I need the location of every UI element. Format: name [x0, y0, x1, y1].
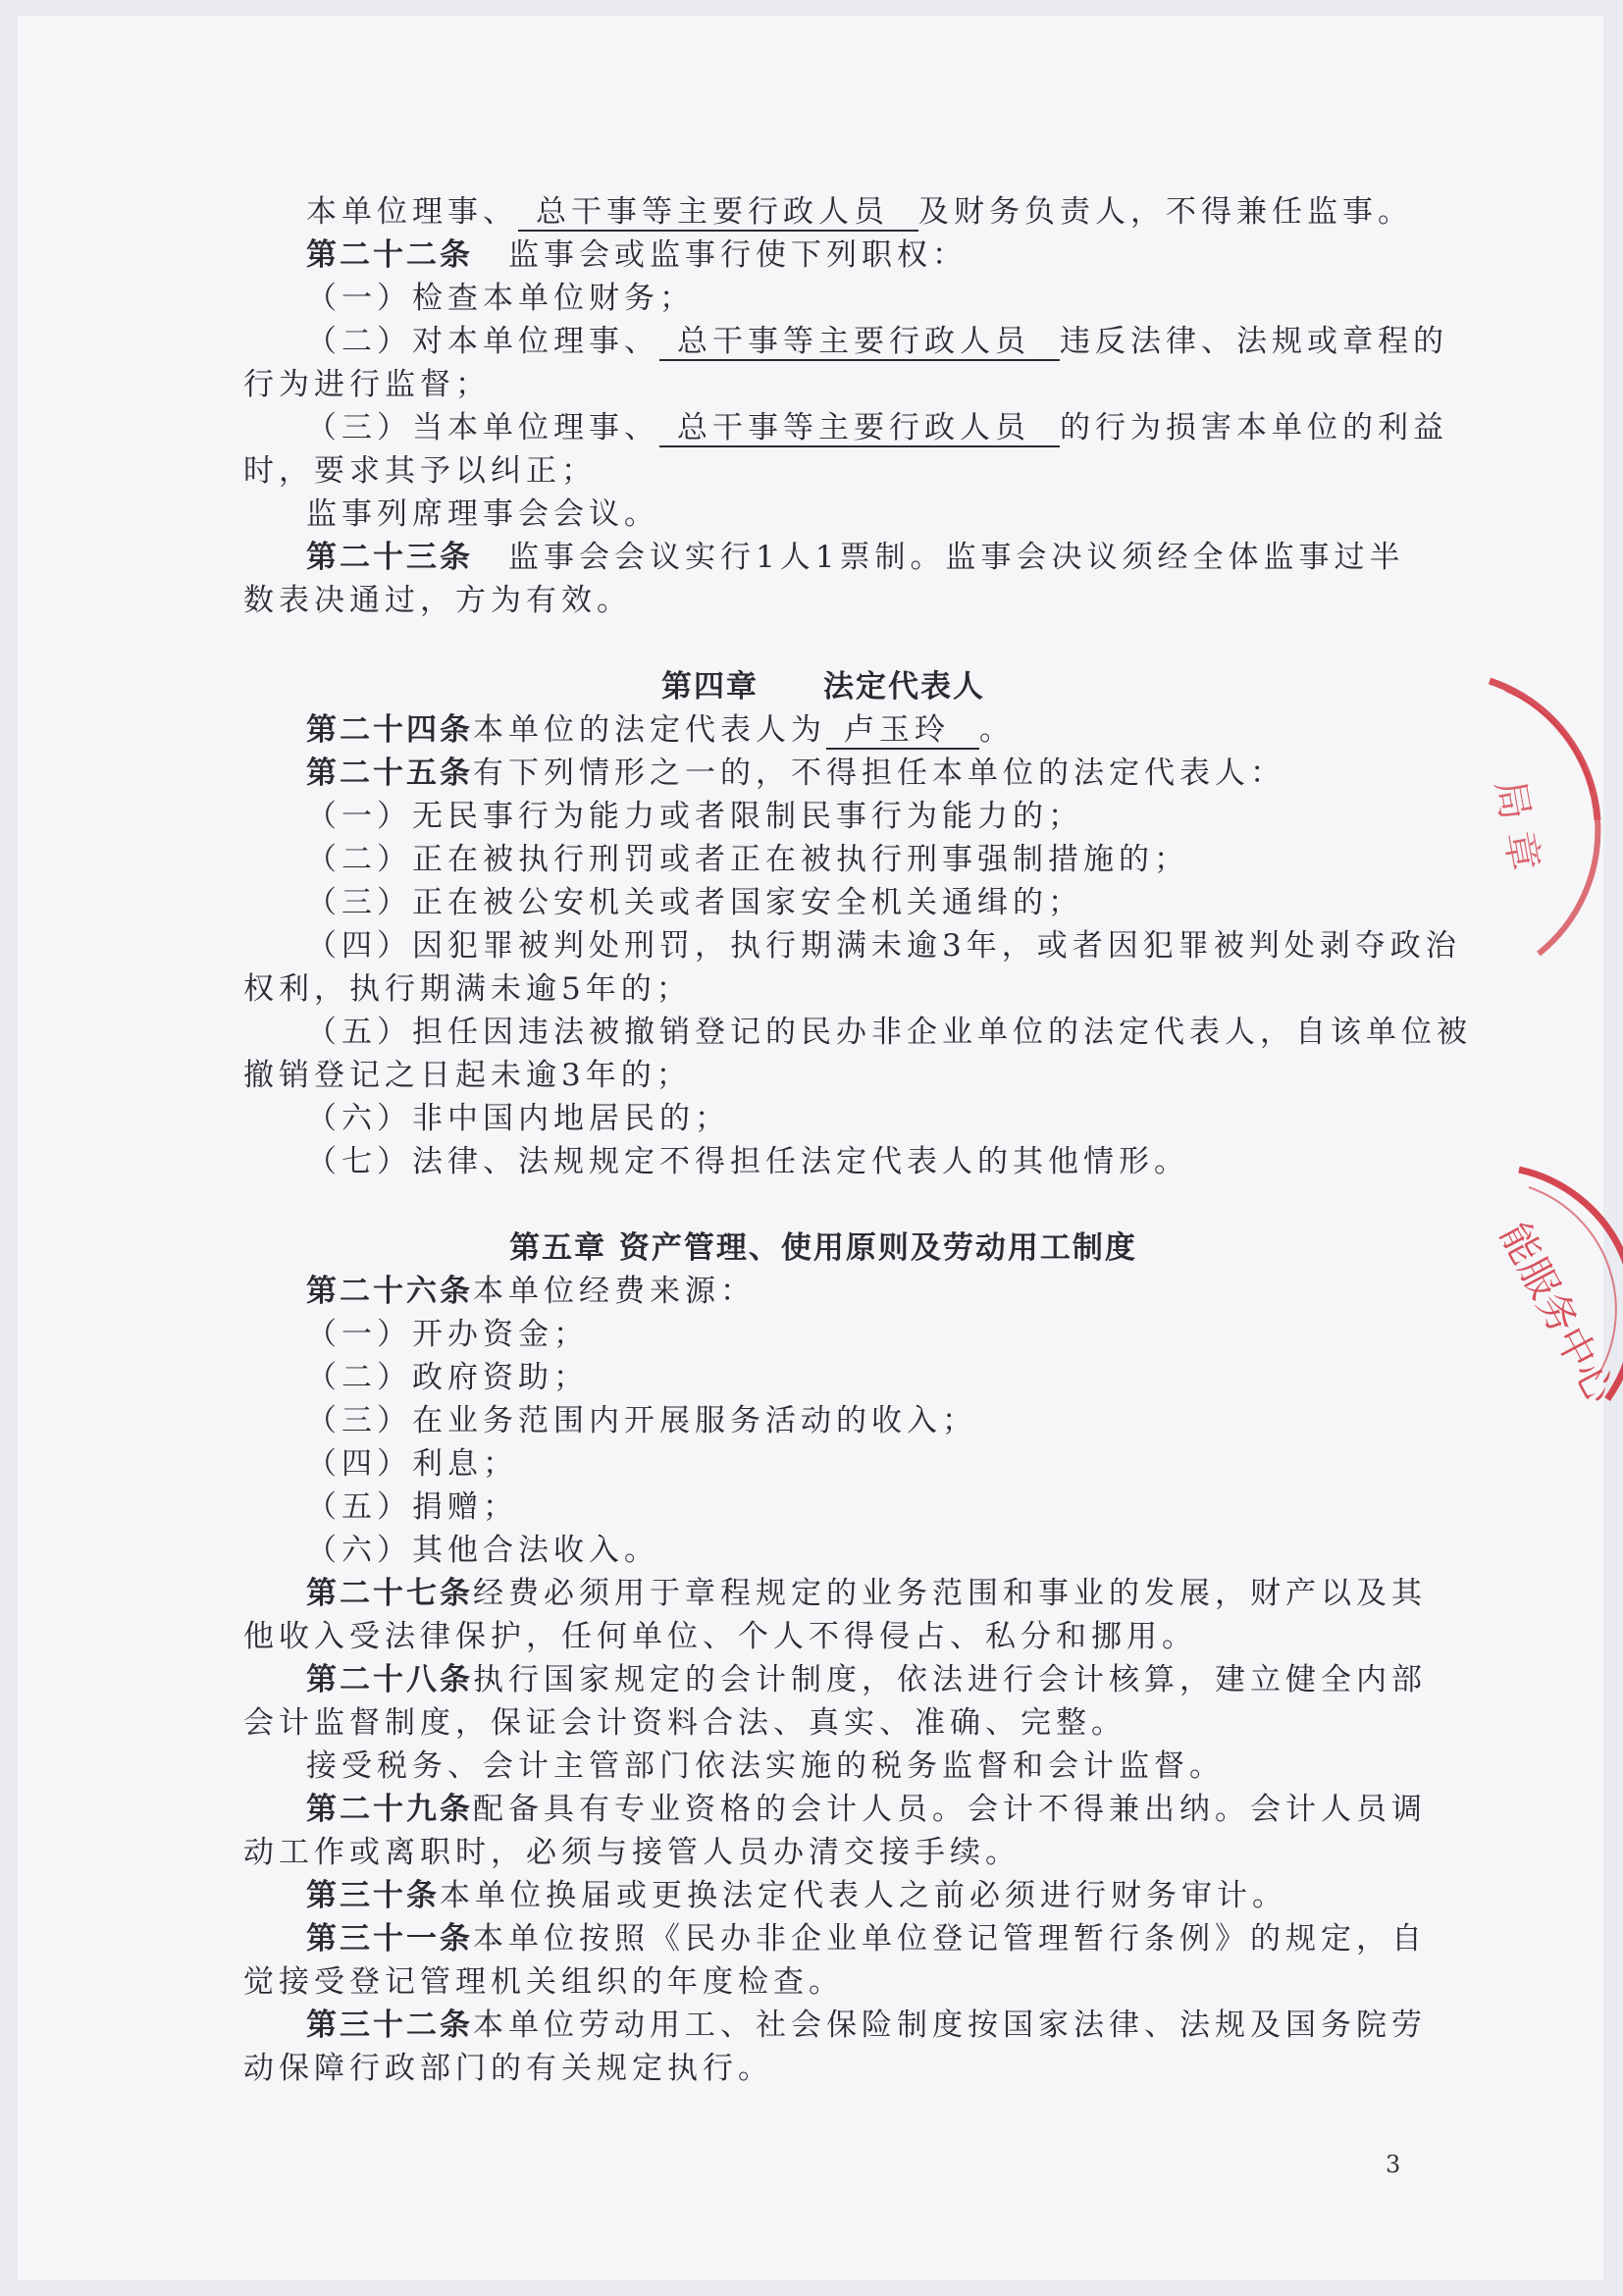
document-page [18, 16, 1623, 2280]
article-line [243, 1788, 1427, 1831]
article-number: 第三十一条 [306, 1921, 473, 1957]
paragraph-line [243, 1529, 1403, 1572]
body-text: 经费必须用于章程规定的业务范围和事业的发展，财产以及其 [473, 1576, 1427, 1611]
body-text: 监事会或监事行使下列职权： [508, 237, 968, 273]
body-text: 本单位按照《民办非企业单位登记管理暂行条例》的规定，自 [473, 1921, 1427, 1957]
body-text: （三）在业务范围内开展服务活动的收入； [306, 1403, 977, 1438]
article-line [243, 234, 1403, 277]
article-number: 第三十二条 [306, 2008, 473, 2043]
paragraph-line [243, 406, 1448, 449]
paragraph-continuation [243, 1831, 1403, 1874]
body-text: 权利，执行期满未逾5年的； [243, 971, 692, 1007]
paragraph-line [243, 1356, 1403, 1399]
body-text: 配备具有专业资格的会计人员。会计不得兼出纳。会计人员调 [473, 1792, 1427, 1827]
paragraph-line [243, 1486, 1403, 1529]
body-text: （四）因犯罪被判处刑罚，执行期满未逾3年，或者因犯罪被判处剥夺政治 [306, 928, 1461, 964]
underlined-fill-in: 卢玉玲 [826, 712, 979, 750]
body-text: 数表决通过，方为有效。 [243, 583, 632, 618]
chapter-title-text: 第五章 资产管理、使用原则及劳动用工制度 [509, 1230, 1137, 1266]
body-text: 时，要求其予以纠正； [243, 453, 597, 489]
paragraph-line [243, 1097, 1403, 1140]
body-text: 本单位经费来源： [473, 1274, 756, 1309]
body-text: （一）检查本单位财务； [306, 281, 695, 316]
section-spacer [243, 622, 1403, 665]
underlined-fill-in: 总干事等主要行政人员 [659, 324, 1060, 361]
body-text: 有下列情形之一的，不得担任本单位的法定代表人： [473, 756, 1285, 791]
article-number: 第二十四条 [306, 712, 473, 748]
article-line [243, 1874, 1403, 1917]
paragraph-continuation [243, 1054, 1403, 1097]
body-text: 动工作或离职时，必须与接管人员办清交接手续。 [243, 1835, 1021, 1870]
article-number: 第二十九条 [306, 1792, 473, 1827]
chapter-heading [243, 1226, 1403, 1270]
body-text: 本单位劳动用工、社会保险制度按国家法律、法规及国务院劳 [473, 2008, 1427, 2043]
paragraph-line [243, 493, 1403, 536]
paragraph-line [243, 320, 1448, 363]
body-text: （七）法律、法规规定不得担任法定代表人的其他情形。 [306, 1144, 1189, 1179]
paragraph-line [243, 1745, 1403, 1788]
body-text: 他收入受法律保护，任何单位、个人不得侵占、私分和挪用。 [243, 1619, 1197, 1654]
article-number: 第二十七条 [306, 1576, 473, 1611]
body-text: （五）担任因违法被撤销登记的民办非企业单位的法定代表人，自该单位被 [306, 1015, 1472, 1050]
article-line [243, 1270, 1403, 1313]
paragraph-line [243, 277, 1403, 320]
body-text: （二）政府资助； [306, 1360, 589, 1395]
article-line [243, 1572, 1427, 1615]
paragraph-line [243, 881, 1403, 924]
article-line [243, 1917, 1427, 1960]
paragraph-continuation [243, 967, 1403, 1011]
paragraph-line [243, 1442, 1403, 1486]
body-text: （六）非中国内地居民的； [306, 1101, 730, 1136]
paragraph-continuation [243, 449, 1403, 493]
paragraph-line [243, 1399, 1403, 1442]
paragraph-continuation [243, 363, 1403, 406]
page-number: 3 [1386, 2151, 1401, 2178]
chapter-title-text: 第四章 法定代表人 [661, 669, 985, 704]
body-text: 觉接受登记管理机关组织的年度检查。 [243, 1964, 844, 2000]
body-text: （五）捐赠； [306, 1489, 518, 1525]
article-line [243, 752, 1403, 795]
paragraph-line [243, 795, 1403, 838]
body-text: （一）无民事行为能力或者限制民事行为能力的； [306, 799, 1083, 834]
body-text: （六）其他合法收入。 [306, 1533, 659, 1568]
body-text: （四）利息； [306, 1446, 518, 1482]
body-text: 本单位的法定代表人为 [473, 712, 826, 748]
body-text: （三）正在被公安机关或者国家安全机关通缉的； [306, 885, 1083, 920]
body-text: 接受税务、会计主管部门依法实施的税务监督和会计监督。 [306, 1748, 1225, 1784]
body-text: （二）正在被执行刑罚或者正在被执行刑事强制措施的； [306, 842, 1189, 877]
paragraph-continuation [243, 1960, 1403, 2004]
body-text: 行为进行监督； [243, 367, 491, 402]
article-number: 第二十六条 [306, 1274, 473, 1309]
chapter-heading [243, 665, 1403, 708]
article-number: 第三十条 [306, 1878, 440, 1913]
article-line [243, 536, 1403, 579]
paragraph-line [243, 924, 1461, 967]
paragraph-line [243, 1313, 1403, 1356]
body-text: 违反法律、法规或章程的 [1060, 324, 1448, 359]
article-number: 第二十三条 [306, 540, 473, 575]
seal-lower-text: 能服务中心 [1491, 1216, 1623, 1411]
article-number: 第二十八条 [306, 1662, 473, 1697]
paragraph-continuation [243, 1615, 1403, 1658]
section-spacer [243, 1183, 1403, 1226]
body-text: 监事会会议实行1人1票制。监事会决议须经全体监事过半 [508, 540, 1405, 575]
body-text: 本单位换届或更换法定代表人之前必须进行财务审计。 [440, 1878, 1287, 1913]
article-number: 第二十二条 [306, 237, 473, 273]
paragraph-line [243, 1011, 1472, 1054]
body-text: 本单位理事、 [306, 194, 518, 230]
body-text: 撤销登记之日起未逾3年的； [243, 1058, 692, 1093]
paragraph-continuation [243, 2047, 1403, 2090]
body-text: （一）开办资金； [306, 1317, 589, 1352]
document-body [243, 190, 1472, 2090]
body-text: 执行国家规定的会计制度，依法进行会计核算，建立健全内部 [473, 1662, 1427, 1697]
article-line [243, 1658, 1427, 1701]
article-line [243, 2004, 1427, 2047]
paragraph-continuation [243, 579, 1403, 622]
article-line [243, 708, 1403, 752]
article-number: 第二十五条 [306, 756, 473, 791]
underlined-fill-in: 总干事等主要行政人员 [518, 194, 918, 232]
official-seal-lower [1460, 1164, 1623, 1429]
body-text: 会计监督制度，保证会计资料合法、真实、准确、完整。 [243, 1705, 1126, 1741]
underlined-fill-in: 总干事等主要行政人员 [659, 410, 1060, 447]
body-text: （二）对本单位理事、 [306, 324, 659, 359]
paragraph-line [243, 190, 1413, 234]
body-text: 及财务负责人，不得兼任监事。 [918, 194, 1413, 230]
body-text: 监事列席理事会会议。 [306, 496, 659, 532]
paragraph-line [243, 838, 1403, 881]
body-text: 。 [979, 712, 1015, 748]
seal-upper-text: 局 章 [1486, 776, 1547, 875]
body-text: 的行为损害本单位的利益 [1060, 410, 1448, 445]
paragraph-line [243, 1140, 1403, 1183]
paragraph-continuation [243, 1701, 1403, 1745]
body-text: （三）当本单位理事、 [306, 410, 659, 445]
official-seal-upper [1470, 673, 1607, 967]
body-text: 动保障行政部门的有关规定执行。 [243, 2051, 773, 2086]
